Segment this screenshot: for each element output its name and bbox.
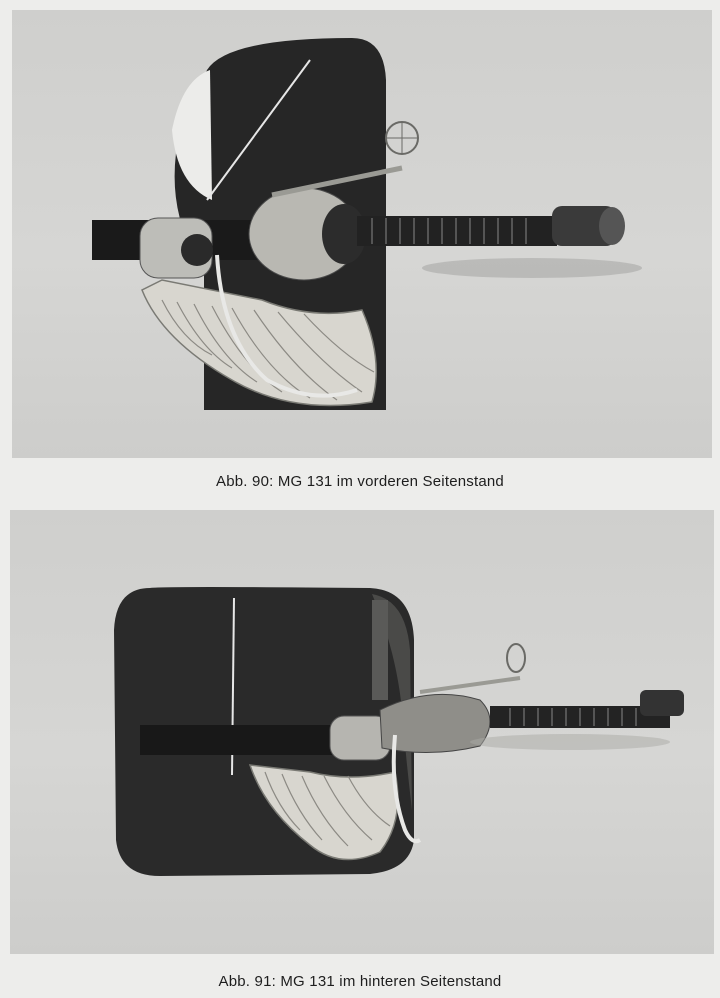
sight-arm (420, 678, 520, 692)
feed-opening (181, 234, 213, 266)
mg131-rear-mount-illustration (10, 510, 714, 954)
ring-sight (507, 644, 525, 672)
figure-caption: Abb. 91: MG 131 im hinteren Seitenstand (218, 973, 502, 990)
muzzle-brake (640, 690, 684, 716)
barrel-shadow (470, 734, 670, 750)
muzzle (599, 207, 625, 245)
figure-90-photo (12, 10, 712, 458)
figure-91-photo (10, 510, 714, 954)
post (372, 600, 388, 700)
mg131-front-mount-illustration (12, 10, 712, 458)
barrel-shadow (422, 258, 642, 278)
figure-caption: Abb. 90: MG 131 im vorderen Seitenstand (216, 473, 504, 490)
receiver (140, 725, 340, 755)
